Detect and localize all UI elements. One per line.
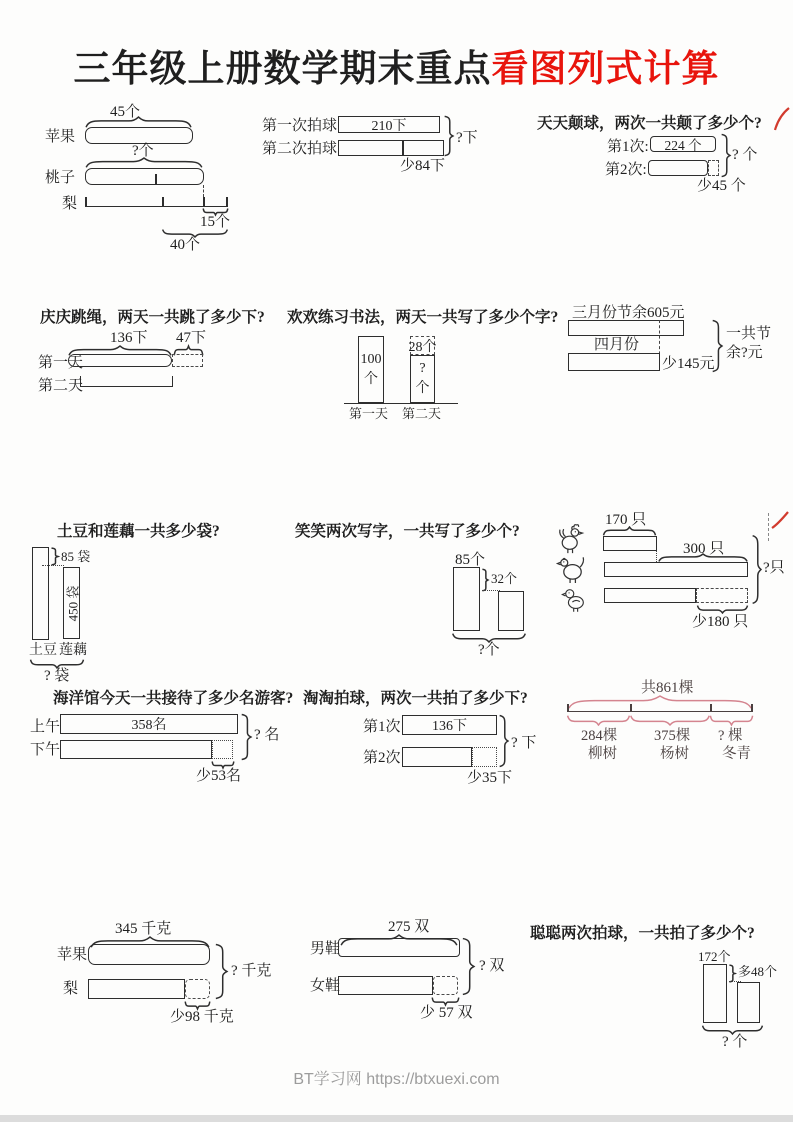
- p1-pear-tick-1: [85, 197, 87, 206]
- p2-total-label: ?下: [456, 130, 478, 146]
- p15-diff-brace: [729, 965, 735, 982]
- p1-pear-label: 梨: [62, 196, 78, 212]
- p6-total-line1: 一共节: [726, 326, 772, 342]
- p12-seg1-label: 柳树: [588, 746, 617, 762]
- p12-seg3-value: ? 棵: [718, 728, 743, 744]
- p2-bar1: [338, 116, 440, 133]
- p14-row2-label: 女鞋: [310, 978, 341, 994]
- p8-bar1-value: 85个: [455, 552, 486, 568]
- p7-total-brace: [30, 659, 84, 668]
- p4-row1-label: 第一天: [38, 355, 84, 371]
- p4-row2-label: 第二天: [38, 378, 84, 394]
- p14-total-label: ? 双: [479, 958, 505, 974]
- p1-n15-label: 15个: [200, 214, 231, 230]
- p11-row2-label: 第2次: [363, 750, 401, 766]
- p3-question: 天天颠球，两次一共颠了多少个?: [537, 115, 762, 132]
- p13-less-brace: [185, 1001, 210, 1009]
- p13-brace-label: 345 千克: [115, 921, 172, 937]
- p8-total-brace: [452, 633, 526, 642]
- p5-bar2: [410, 355, 435, 403]
- p3-total-label: ? 个: [732, 147, 758, 163]
- p3-bar2: [648, 160, 708, 176]
- p9-total-label: ?只: [763, 560, 785, 576]
- p6-row1-label: 三月份节余605元: [572, 305, 685, 321]
- p12-total-brace: [567, 696, 753, 709]
- p12-seg2-value: 375棵: [654, 728, 691, 744]
- p9-brace2: [658, 554, 748, 562]
- p3-bar2-dashed-ext: [708, 160, 719, 176]
- p6-bar2: [568, 353, 660, 371]
- p13-row2-label: 梨: [63, 981, 79, 997]
- p10-bar2-dashed-ext: [212, 740, 233, 759]
- p1-pear-tick-3: [203, 197, 205, 206]
- p13-total-brace: [215, 944, 227, 999]
- p12-brace-seg1: [567, 715, 630, 725]
- p12-tick-4: [751, 704, 753, 712]
- p9-margin-dash-line: [768, 513, 769, 541]
- page-title: [0, 38, 793, 92]
- p5-bar1: [358, 336, 384, 403]
- p10-row1-label: 上午: [30, 719, 61, 735]
- p14-less-label: 少 57 双: [420, 1005, 473, 1021]
- p14-row1-label: 男鞋: [310, 941, 341, 957]
- p10-bar1-value: 358名: [131, 718, 167, 733]
- p9-hen-bar: [604, 562, 748, 577]
- p8-bar2: [498, 591, 524, 631]
- p6-total-label: [726, 325, 771, 363]
- p8-diff-label: 32个: [491, 571, 518, 586]
- p7-diff-brace: [51, 548, 58, 565]
- p7-potato-bar: [32, 547, 49, 640]
- p13-bar2-dashed-ext: [185, 979, 210, 999]
- p9-brace1: [603, 527, 656, 536]
- p10-question: 海洋馆今天一共接待了多少名游客?: [53, 690, 294, 707]
- p12-brace-seg3: [710, 715, 753, 725]
- p9-less-brace: [697, 605, 748, 613]
- p15-bar2: [737, 982, 760, 1023]
- p1-qmark-label: ?个: [132, 143, 154, 159]
- p5-bar2-top-value: 28个: [408, 339, 437, 355]
- p12-segment-line: [567, 711, 753, 712]
- p7-dotted-line: [42, 565, 64, 566]
- p12-brace-seg2: [630, 715, 710, 725]
- p11-bar2-dashed-ext: [472, 747, 497, 767]
- p9-total-brace: [752, 535, 761, 604]
- p4-bar1: [68, 354, 172, 367]
- p10-less-brace: [212, 761, 234, 768]
- p9-less-label: 少180 只: [692, 614, 749, 630]
- p5-bar2-value-number: ?: [419, 361, 426, 376]
- p7-diff-label: 85 袋: [61, 549, 91, 564]
- p11-bar1: [402, 715, 497, 735]
- p1-pear-tick-4: [226, 197, 228, 206]
- p2-row2-label: 第二次拍球: [262, 141, 338, 157]
- p3-bar1-value: 224 个: [664, 138, 702, 153]
- p6-total-line2: 余?元: [726, 345, 763, 361]
- p3-less-label: 少45 个: [697, 178, 746, 194]
- p15-bar1-value: 172个: [698, 949, 731, 964]
- title-red-text: 看图列式计算: [491, 48, 720, 89]
- p2-less-label: 少84下: [400, 158, 446, 174]
- p12-tick-1: [567, 704, 569, 712]
- p12-tick-3: [710, 704, 712, 712]
- p9-brace1-label: 170 只: [605, 512, 647, 528]
- p11-total-brace: [499, 715, 508, 767]
- p4-bar1-dashed-ext: [172, 354, 203, 367]
- p10-bar2: [60, 740, 212, 759]
- p15-total-label: ? 个: [722, 1034, 748, 1050]
- p1-apple-label: 苹果: [45, 129, 76, 145]
- p9-brace2-label: 300 只: [683, 541, 725, 557]
- p1-peach-tick: [155, 174, 157, 185]
- p9-chick-bar: [604, 588, 696, 603]
- p12-seg3-label: 冬青: [722, 746, 751, 762]
- p2-total-brace: [444, 116, 453, 156]
- p7-potato-label: 土豆: [29, 643, 57, 658]
- p7-lotus-value: 450 袋: [65, 585, 81, 621]
- p1-peach-brace: [85, 158, 203, 168]
- rooster-icon: [558, 524, 588, 554]
- p10-less-label: 少53名: [196, 768, 242, 784]
- p11-question: 淘淘拍球，两次一共拍了多少下?: [303, 690, 528, 707]
- p14-total-brace: [462, 938, 474, 995]
- p8-question: 笑笑两次写字，一共写了多少个?: [295, 523, 520, 540]
- p3-bar1: [650, 136, 716, 152]
- p9-rooster-bar: [603, 536, 657, 551]
- p9-chick-bar-dashed-ext: [696, 588, 748, 603]
- p14-bar1: [338, 938, 460, 957]
- p11-bar2: [402, 747, 472, 767]
- p7-question: 土豆和莲藕一共多少袋?: [57, 523, 220, 540]
- p3-total-brace: [721, 134, 730, 177]
- p3-row1-label: 第1次:: [607, 139, 649, 155]
- p8-diff-brace: [482, 569, 488, 591]
- p5-bar1-value-unit: 个: [364, 371, 378, 387]
- p11-row1-label: 第1次: [363, 719, 401, 735]
- p2-bar2: [338, 140, 444, 156]
- p10-total-label: ? 名: [254, 727, 280, 743]
- p2-row1-label: 第一次拍球: [262, 118, 338, 134]
- p12-seg2-label: 杨树: [660, 746, 689, 762]
- hen-icon: [556, 553, 589, 584]
- p5-bar1-label: 第一天: [349, 406, 389, 421]
- scan-edge: [0, 1115, 793, 1122]
- p12-seg1-value: 284棵: [581, 728, 618, 744]
- p8-bar1: [453, 567, 480, 631]
- p2-bar1-value: 210下: [371, 118, 407, 134]
- p6-row2-label: 四月份: [594, 337, 640, 353]
- p11-total-label: ? 下: [511, 735, 537, 751]
- p4-b2-label: 47下: [176, 330, 207, 346]
- p5-bar1-value-number: 100: [360, 351, 382, 367]
- p13-bar1: [88, 944, 210, 965]
- p8-total-label: ?个: [478, 642, 500, 658]
- p1-peach-bar: [85, 168, 204, 185]
- p13-less-label: 少98 千克: [170, 1009, 234, 1025]
- p15-bar1: [703, 964, 727, 1023]
- p7-total-label: ? 袋: [44, 668, 70, 684]
- p15-total-brace: [702, 1025, 763, 1034]
- p5-question: 欢欢练习书法，两天一共写了多少个字?: [287, 309, 559, 326]
- p2-bar2-divider: [402, 141, 404, 155]
- red-pen-mark-icon: [770, 510, 790, 532]
- p5-bar2-label: 第二天: [402, 406, 442, 421]
- p1-pear-line: [85, 206, 228, 207]
- p10-bar1: [60, 714, 238, 734]
- p14-brace-label: 275 双: [388, 919, 430, 935]
- p13-row1-label: 苹果: [57, 947, 88, 963]
- p14-less-brace: [432, 997, 459, 1005]
- p7-lotus-label: 莲藕: [59, 643, 87, 658]
- p7-lotus-value-wrap: [63, 567, 80, 639]
- footer-watermark: BT学习网 https://btxuexi.com: [293, 1071, 500, 1088]
- p5-baseline: [344, 403, 458, 404]
- p1-brace40: [162, 229, 228, 237]
- p12-total-label: 共861棵: [641, 680, 694, 696]
- p1-brace45-label: 45个: [110, 104, 141, 120]
- p15-diff-label: 多48个: [738, 964, 778, 979]
- p5-bar2-value-unit: 个: [415, 381, 430, 396]
- chick-icon: [560, 585, 590, 613]
- p15-question: 聪聪两次拍球，一共拍了多少个?: [530, 925, 755, 942]
- p1-pear-tick-2: [162, 197, 164, 206]
- p1-n40-label: 40个: [170, 237, 201, 253]
- p13-bar2: [88, 979, 185, 999]
- p11-less-label: 少35下: [467, 770, 513, 786]
- p12-tick-2: [630, 704, 632, 712]
- p6-bar1: [568, 320, 684, 336]
- p6-less-label: 少145元: [662, 356, 715, 372]
- p9-dotted-vertical: [656, 551, 657, 562]
- p4-question: 庆庆跳绳，两天一共跳了多少下?: [40, 309, 265, 326]
- p5-bar2-dashed-top: [410, 336, 435, 355]
- p10-total-brace: [241, 714, 251, 760]
- p1-peach-label: 桃子: [45, 170, 76, 186]
- red-pen-mark-icon: [773, 106, 791, 132]
- p11-bar1-value: 136下: [432, 719, 467, 734]
- p4-bar2: [80, 376, 173, 387]
- title-black-text: 三年级上册数学期末重点: [73, 48, 492, 89]
- p3-row2-label: 第2次:: [605, 162, 647, 178]
- p14-bar2: [338, 976, 433, 995]
- p14-bar2-dashed-ext: [433, 976, 458, 995]
- p4-b1-label: 136下: [110, 330, 148, 346]
- p10-row2-label: 下午: [30, 742, 61, 758]
- p1-apple-bar: [85, 127, 193, 144]
- p13-total-label: ? 千克: [231, 963, 272, 979]
- p6-total-brace: [712, 320, 722, 372]
